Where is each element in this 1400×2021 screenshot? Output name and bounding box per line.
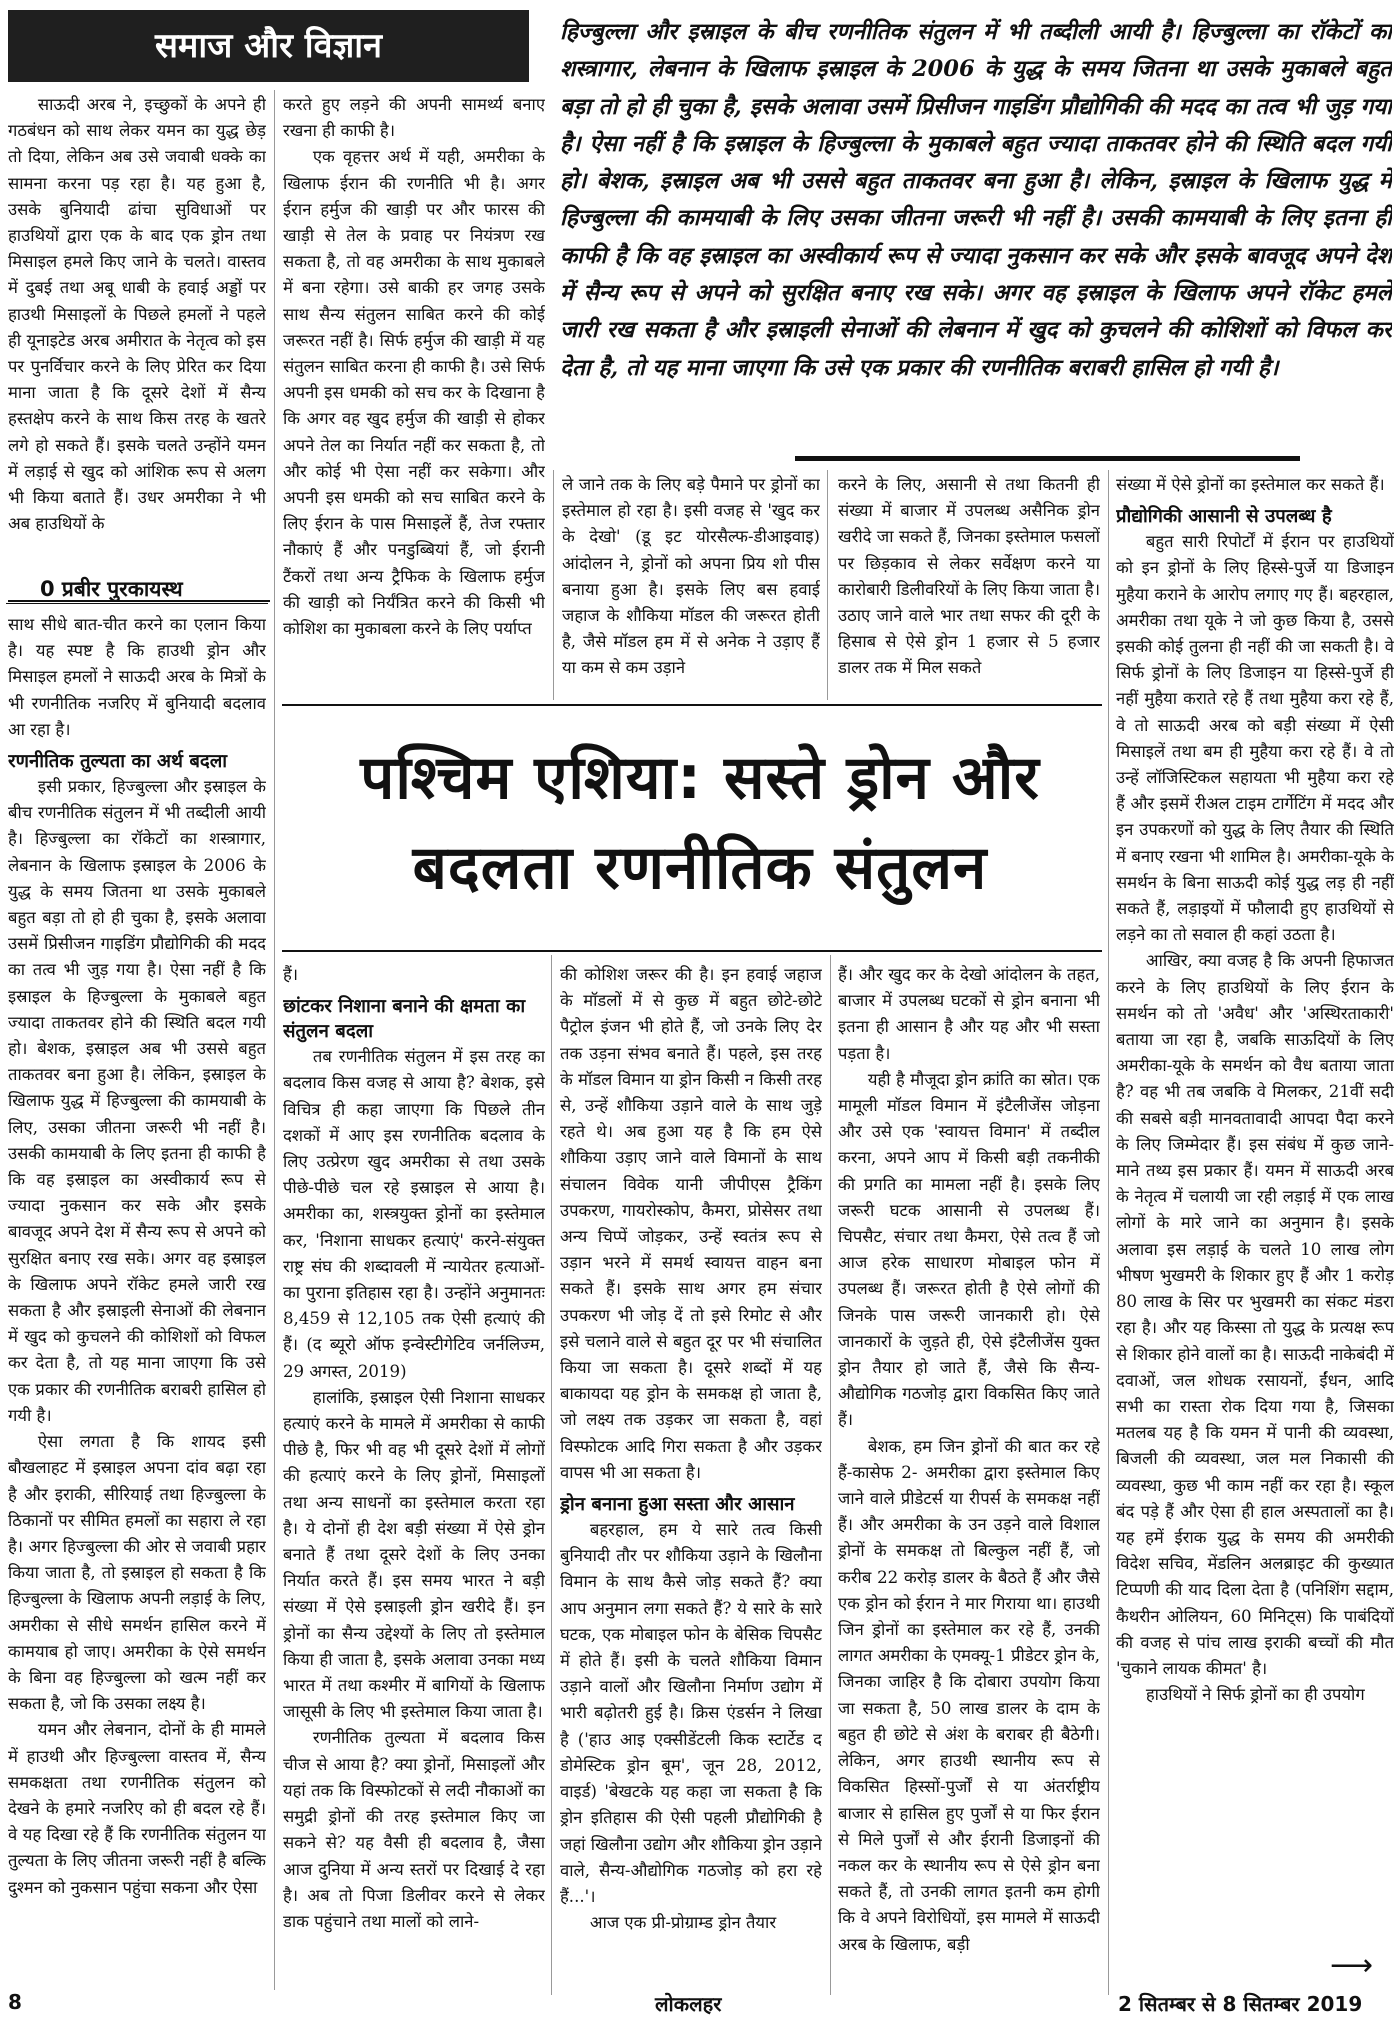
column-7 xyxy=(1116,472,1394,1952)
byline: 0 प्रबीर पुरकायस्थ xyxy=(40,577,183,601)
paragraph: इसी प्रकार, हिज्बुल्ला और इस्राइल के बीच रणनीतिक संतुलन में भी तब्दीली आयी है। हिज्बुल्ला का रॉकेटों का शस्त्रागार, लेबनान के खिलाफ इस्राइल के 2006 के युद्ध के समय जितना था उसके मुकाबले बहुत बड़ा तो हो ही चुका है, इसके अलावा उसमें प्रिसीजन गाइडिंग प्रौद्योगिकी की मदद का तत्व भी जुड़ गया है। ऐसा नहीं है कि इस्राइल के हिज्बुल्ला के मुकाबले बहुत ज्यादा ताकतवर होने की स्थिति बदल गयी हो। बेशक, इस्राइल अब भी उससे बहुत ताकतवर बना हुआ है। लेकिन, इस्राइल के खिलाफ युद्ध में हिज्बुल्ला की कामयाबी के लिए, उसका जीतना जरूरी भी नहीं है। उसकी कामयाबी के लिए इतना ही काफी है कि वह इस्राइल का अस्वीकार्य रूप से ज्यादा नुकसान कर सके और इसके बावजूद अपने देश में सैन्य रूप से अपने को सुरक्षित बनाए रख सके। अगर वह इस्राइल के खिलाफ अपने रॉकेट हमले जारी रख सकता है और इस्राइली सेनाओं की लेबनान में खुद को कुचलने की कोशिशों को विफल कर देता है, तो यह माना जाएगा कि उसे एक प्रकार की रणनीतिक बराबरी हासिल हो गयी है। xyxy=(8,777,266,1425)
paragraph: साथ सीधे बात-चीत करने का एलान किया है। यह स्पष्ट है कि हाउथी ड्रोन और मिसाइल हमलों ने साऊदी अरब के मित्रों के भी रणनीतिक नजरिए में बुनियादी बदलाव आ रहा है। xyxy=(8,615,266,739)
col-divider-3 xyxy=(827,470,828,700)
newspaper-name: लोकलहर xyxy=(655,1992,722,2016)
paragraph: करते हुए लड़ने की अपनी सामर्थ्य बनाए रखना ही काफी है। xyxy=(283,95,545,141)
subhead: रणनीतिक तुल्यता का अर्थ बदला xyxy=(8,751,228,773)
column-6 xyxy=(560,962,822,1997)
col-divider-left xyxy=(553,470,554,700)
rule-above-headline xyxy=(282,704,1102,706)
paragraph: बहुत सारी रिपोर्टों में ईरान पर हाउथियों को इन ड्रोनों के लिए हिस्से-पुर्जे या डिजाइन मुहैया कराने के आरोप लगाए गए हैं। बहरहाल, अमरीका तथा यूके ने जो कुछ किया है, उससे इसकी कोई तुलना ही नहीं की जा सकती है। वे सिर्फ ड्रोनों के लिए डिजाइन या हिस्से-पुर्जे ही नहीं मुहैया कराते रहे हैं तथा मुहैया करा रहे हैं, वे तो साऊदी अरब को बड़ी संख्या में ऐसी मिसाइलें तथा बम ही मुहैया करा रहे हैं। वे तो उन्हें लॉजिस्टिकल सहायता भी मुहैया करा रहे हैं और इसमें रीअल टाइम टार्गेटिंग में मदद और इन उपकरणों को युद्ध के लिए तैयार की स्थिति में बनाए रखना भी शामिल है। अमरीका-यूके के समर्थन के बिना साऊदी कोई युद्ध लड़ ही नहीं सकते हैं, लड़ाइयों में फौलादी हुए हाउथियों से लड़ने का तो सवाल ही कहां उठता है। xyxy=(1116,532,1394,945)
paragraph: साऊदी अरब ने, इच्छुकों के अपने ही गठबंधन को साथ लेकर यमन का युद्ध छेड़ तो दिया, लेकिन अब उसे जवाबी धक्के का सामना करना पड़ रहा है। यह हुआ है, उसके बुनियादी ढांचा सुविधाओं पर हाउथियों द्वारा एक के बाद एक ड्रोन तथा मिसाइल हमले किए जाने के चलते। वास्तव में दुबई तथा अबू धाबी के हवाई अड्डों पर हाउथी मिसाइलों के पिछले हमलों ने पहले ही यूनाइटेड अरब अमीरात के नेतृत्व को इस पर पुनर्विचार करने के लिए प्रेरित कर दिया माना जाता है कि दूसरे देशों में सैन्य हस्तक्षेप करने के साथ किस तरह के खतरे लगे हो सकते हैं। इसके चलते उन्होंने यमन में लड़ाई से खुद को आंशिक रूप से अलग भी किया बताते हैं। उधर अमरीका ने भी अब हाउथियों के xyxy=(8,95,266,534)
paragraph: हाउथियों ने सिर्फ ड्रोनों का ही उपयोग xyxy=(1145,1685,1365,1705)
column-4 xyxy=(838,472,1100,692)
paragraph: करने के लिए, असानी से तथा कितनी ही संख्या में बाजार में उपलब्ध असैनिक ड्रोन खरीदे जा सकते हैं, जिनका इस्तेमाल फसलों पर छिड़काव से लेकर सर्वेक्षण करने या कारोबारी डिलीवरियों के लिए किया जाता है। उठाए जाने वाले भार तथा सफर की दूरी के हिसाब से ऐसे ड्रोन 1 हजार से 5 हजार डालर तक में मिल सकते xyxy=(838,475,1100,678)
headline-line-1: पश्चिम एशिया: सस्ते ड्रोन और xyxy=(360,743,1040,813)
continue-arrow-icon: ⟶ xyxy=(1330,1948,1374,1983)
paragraph: आखिर, क्या वजह है कि अपनी हिफाजत करने के लिए हाउथियों के लिए ईरान के समर्थन को तो 'अवैध' और 'अस्थिरताकारी' बताया जा रहा है, जबकि साऊदियों के लिए अमरीका-यूके के समर्थन को वैध बताया जाता है? वह भी तब जबकि वे मिलकर, 21वीं सदी की सबसे बड़ी मानवतावादी आपदा पैदा करने के लिए जिम्मेदार हैं। इस संबंध में कुछ जाने-माने तथ्य इस प्रकार हैं। यमन में साऊदी अरब के नेतृत्व में चलायी जा रही लड़ाई में एक लाख लोगों के मारे जाने का अनुमान है। इसके अलावा इस लड़ाई के चलते 10 लाख लोग भीषण भुखमरी के शिकार हुए हैं और 1 करोड़ 80 लाख के सिर पर भुखमरी का संकट मंडरा रहा है। और यह किस्सा तो युद्ध के प्रत्यक्ष रूप से शिकार होने वालों का है। साऊदी नाकेबंदी में दवाओं, जल शोधक रसायनों, ईंधन, आदि सभी का रास्ता रोक दिया गया है, जिसका मतलब यह है कि यमन में पानी की व्यवस्था, बिजली की व्यवस्था, जल मल निकासी की व्यवस्था, कुछ भी काम नहीं कर रहा है। स्कूल बंद पड़े हैं और ऐसा ही हाल अस्पतालों का है। यह हमें ईराक युद्ध के समय की अमरीकी विदेश सचिव, मेंडलिन अलब्राइट की कुख्यात टिप्पणी की याद दिला देता है (पनिशिंग सद्दाम, कैथरीन ओलियन, 60 मिनिट्स) कि पाबंदियों की वजह से पांच लाख इराकी बच्चों की मौत 'चुकाने लायक कीमत' है। xyxy=(1116,951,1394,1678)
headline-line-2: बदलता रणनीतिक संतुलन xyxy=(412,833,988,903)
paragraph: ऐसा लगता है कि शायद इसी बौखलाहट में इस्राइल अपना दांव बढ़ा रहा है और इराकी, सीरियाई तथा हिज्बुल्ला के ठिकानों पर सीमित हमलों का सहारा ले रहा है। अगर हिज्बुल्ला की ओर से जवाबी प्रहार किया जाता है, तो इस्राइल हो सकता है कि हिज्बुल्ला के खिलाफ अपनी लड़ाई के लिए, अमरीका से सीधे समर्थन हासिल करने में कामयाब हो जाए। अमरीका के ऐसे समर्थन के बिना वह हिज्बुल्ला को खत्म नहीं कर सकता है, जो कि उसका लक्ष्य है। xyxy=(8,1432,266,1714)
col-divider-5 xyxy=(1108,470,1109,1995)
paragraph: बेशक, हम जिन ड्रोनों की बात कर रहे हैं-कासेफ 2- अमरीका द्वारा इस्तेमाल किए जाने वाले प्रीडेटर्स या रीपर्स के समकक्ष नहीं हैं। और अमरीका के उन उड़ने वाले विशाल ड्रोनों के समकक्ष तो बिल्कुल नहीं हैं, जो करीब 22 करोड़ डालर के बैठते हैं और जैसे एक ड्रोन को ईरान ने मार गिराया था। हाउथी जिन ड्रोनों का इस्तेमाल कर रहे हैं, उनकी लागत अमरीका के एमक्यू-1 प्रीडेटर ड्रोन के, जिनका जाहिर है कि दोबारा उपयोग किया जा सकता है, 50 लाख डालर के दाम के बहुत ही छोटे से अंश के बराबर ही बैठेगी। लेकिन, अगर हाउथी स्थानीय रूप से विकसित हिस्सों-पुर्जों से या अंतर्राष्ट्रीय बाजार से हासिल हुए पुर्जों से या फिर ईरान से मिले पुर्जों से और ईरानी डिजाइनों की नकल कर के स्थानीय रूप से ऐसे ड्रोन बना सकते हैं, तो उनकी लागत इतनी कम होगी कि वे अपने विरोधियों, इस मामले में साऊदी अरब के खिलाफ, बड़ी xyxy=(838,1436,1100,1954)
column-7a xyxy=(838,962,1100,1997)
paragraph: रणनीतिक तुल्यता में बदलाव किस चीज से आया है? क्या ड्रोनों, मिसाइलों और यहां तक कि विस्फोटकों से लदी नौकाओं का समुद्री ड्रोनों की तरह इस्तेमाल किए जा सकने से? यह वैसी ही बदलाव है, जैसा आज दुनिया में अन्य स्तरों पर दिखाई दे रहा है। अब तो पिजा डिलीवर करने से लेकर डाक पहुंचाने तथा मालों को लाने- xyxy=(283,1728,545,1931)
paragraph: संख्या में ऐसे ड्रोनों का इस्तेमाल कर सकते हैं। xyxy=(1116,475,1385,494)
paragraph: तब रणनीतिक संतुलन में इस तरह का बदलाव किस वजह से आया है? बेशक, इसे विचित्र ही कहा जाएगा कि पिछले तीन दशकों में आए इस रणनीतिक बदलाव के लिए उत्प्रेरण खुद अमरीका से तथा उसके पीछे-पीछे चल रहे इस्राइल से आया है। अमरीका का, शस्त्रयुक्त ड्रोनों का इस्तेमाल कर, 'निशाना साधकर हत्याएं' करने-संयुक्त राष्ट्र संघ की शब्दावली में न्यायेतर हत्याओं-का पुराना इतिहास रहा है। उन्होंने अनुमानतः 8,459 से 12,105 तक ऐसी हत्याएं की हैं। (द ब्यूरो ऑफ इन्वेस्टीगेटिव जर्नलिज्म, 29 अगस्त, 2019) xyxy=(283,1047,545,1381)
rule-under-byline-right xyxy=(6,603,268,604)
col-divider-2 xyxy=(551,955,552,1995)
column-1-top xyxy=(8,92,266,562)
column-1-bottom xyxy=(8,612,266,1997)
paragraph: हालांकि, इस्राइल ऐसी निशाना साधकर हत्याएं करने के मामले में अमरीका से काफी पीछे है, फिर भी वह भी दूसरे देशों में लोगों की हत्याएं करने के लिए ड्रोनों, मिसाइलों तथा अन्य साधनों का इस्तेमाल करता रहा है। ये दोनों ही देश बड़ी संख्या में ऐसे ड्रोन बनाते हैं तथा दूसरे देशों के लिए उनका निर्यात करते हैं। इस समय भारत ने बड़ी संख्या में ऐसे इस्राइली ड्रोन खरीदे हैं। इन ड्रोनों का सैन्य उद्देश्यों के लिए तो इस्तेमाल किया ही जाता है, इसके अलावा उनका मध्य भारत में तथा कश्मीर में बागियों के खिलाफ जासूसी के लिए भी इस्तेमाल किया जाता है। xyxy=(283,1387,545,1722)
paragraph: ले जाने तक के लिए बड़े पैमाने पर ड्रोनों का इस्तेमाल हो रहा है। इसी वजह से 'खुद कर के देखो' (डू इट योरसैल्फ-डीआइवाइ) आंदोलन ने, ड्रोनों को अपना प्रिय शो पीस बनाया हुआ है। इसके लिए बस हवाई जहाज के शौकिया मॉडल की जरूरत होती है, जैसे मॉडल हम में से अनेक ने उड़ाए हैं या कम से कम उड़ाने xyxy=(562,475,820,678)
section-title: समाज और विज्ञान xyxy=(155,26,382,66)
column-2 xyxy=(283,92,545,692)
col-divider-4 xyxy=(830,955,831,1995)
paragraph: एक वृहत्तर अर्थ में यही, अमरीका के खिलाफ ईरान की रणनीति भी है। अगर ईरान हर्मुज की खाड़ी पर और फारस की खाड़ी से तेल के प्रवाह पर नियंत्रण रख सकता है, तो वह अमरीका के साथ मुकाबले में बना रहेगा। उसे बाकी हर जगह उसके साथ सैन्य संतुलन साबित करने की कोई जरूरत नहीं है। सिर्फ हर्मुज की खाड़ी में यह संतुलन साबित करना ही काफी है। उसे सिर्फ अपनी इस धमकी को सच कर के दिखाना है कि अगर वह खुद हर्मुज की खाड़ी से होकर अपने तेल का निर्यात नहीं कर सकता है, तो और कोई भी ऐसा नहीं कर सकेगा। और अपनी इस धमकी को सच साबित करने के लिए ईरान के पास मिसाइलें हैं, तेज रफ्तार नौकाएं हैं और पनडुब्बियां हैं, जो ईरानी टैंकरों तथा अन्य ट्रैफिक के खिलाफ हर्मुज की खाड़ी को निर्यंत्रित करने की किसी भी कोशिश का मुकाबला करने के लिए पर्याप्त xyxy=(283,147,545,639)
page-number: 8 xyxy=(8,1990,22,2014)
paragraph: की कोशिश जरूर की है। इन हवाई जहाज के मॉडलों में से कुछ में बहुत छोटे-छोटे पैट्रोल इंजन भी होते हैं, जो उनके लिए देर तक उड़ना संभव बनाते हैं। पहले, इस तरह के मॉडल विमान या ड्रोन किसी न किसी तरह से, उन्हें शौकिया उड़ाने वाले के साथ जुड़े रहते थे। अब हुआ यह है कि हम ऐसे शौकिया उड़ाए जाने वाले विमानों के साथ संचालन विवेक यानी जीपीएस ट्रैकिंग उपकरण, गायरोस्कोप, कैमरा, प्रोसेसर तथा अन्य चिप्पें जोड़कर, उन्हें स्वतंत्र रूप से उड़ान भरने में समर्थ स्वायत्त वाहन बना सकते हैं। इसके साथ अगर हम संचार उपकरण भी जोड़ दें तो इसे रिमोट से और इसे चलाने वाले से बहुत दूर पर भी संचालित किया जा सकता है। दूसरे शब्दों में यह बाकायदा यह ड्रोन के समकक्ष हो जाता है, जो लक्ष्य तक उड़कर जा सकता है, वहां विस्फोटक आदि गिरा सकता है और उड़कर वापस भी आ सकता है। xyxy=(560,965,822,1482)
column-5 xyxy=(283,962,545,1997)
subhead: प्रौद्योगिकी आसानी से उपलब्ध है xyxy=(1116,506,1332,528)
paragraph: आज एक प्री-प्रोग्राम्ड ड्रोन तैयार xyxy=(589,1913,777,1933)
paragraph: हैं। और खुद कर के देखो आंदोलन के तहत, बाजार में उपलब्ध घटकों से ड्रोन बनाना भी इतना ही आसान है और यह और भी सस्ता पड़ता है। xyxy=(838,965,1100,1063)
pullquote: हिज्बुल्ला और इस्राइल के बीच रणनीतिक संतुलन में भी तब्दीली आयी है। हिज्बुल्ला का रॉकेटों का शस्त्रागार, लेबनान के खिलाफ इस्राइल के 2006 के युद्ध के समय जितना था उसके मुकाबले बहुत बड़ा तो हो ही चुका है, इसके अलावा उसमें प्रिसीजन गाइडिंग प्रौद्योगिकी की मदद का तत्व भी जुड़ गया है। ऐसा नहीं है कि इस्राइल के हिज्बुल्ला के मुकाबले बहुत ज्यादा ताकतवर होने की स्थिति बदल गयी हो। बेशक, इस्राइल अब भी उससे बहुत ताकतवर बना हुआ है। लेकिन, इस्राइल के खिलाफ युद्ध में हिज्बुल्ला की कामयाबी के लिए उसका जीतना जरूरी भी नहीं है। उसकी कामयाबी के लिए इतना ही काफी है कि वह इस्राइल का अस्वीकार्य रूप से ज्यादा नुकसान कर सके और इसके बावजूद अपने देश में सैन्य रूप से अपने को सुरक्षित बनाए रख सके। अगर वह इस्राइल के खिलाफ अपने रॉकेट हमले जारी रख सकता है और इस्राइली सेनाओं की लेबनान में खुद को कुचलने की कोशिशों को विफल कर देता है, तो यह माना जाएगा कि उसे एक प्रकार की रणनीतिक बराबरी हासिल हो गयी है। xyxy=(560,19,1392,381)
rule-below-headline xyxy=(282,950,1102,952)
paragraph: यही है मौजूदा ड्रोन क्रांति का स्रोत। एक मामूली मॉडल विमान में इंटैलीजेंस जोड़ना और उसे एक 'स्वायत्त विमान' में तब्दील करना, अपने आप में किसी बड़ी तकनीकी की प्रगति का मामला नहीं है। इसके लिए जरूरी घटक आसानी से उपलब्ध हैं। चिपसैट, संचार तथा कैमरा, ऐसे तत्व हैं जो आज हरेक साधारण मोबाइल फोन में उपलब्ध हैं। जरूरत होती है ऐसे लोगों की जिनके पास जरूरी जानकारी हो। ऐसे जानकारों के जुड़ते ही, ऐसे इंटैलीजेंस युक्त ड्रोन तैयार हो जाते हैं, जैसे कि सैन्य-औद्योगिक गठजोड़ द्वारा विकसित किए जाते हैं। xyxy=(838,1069,1100,1430)
col-divider-1 xyxy=(274,90,275,1990)
headline xyxy=(285,733,1115,913)
issue-date: 2 सितम्बर से 8 सितम्बर 2019 xyxy=(1118,1992,1363,2016)
subhead: ड्रोन बनाना हुआ सस्ता और आसान xyxy=(560,1494,795,1516)
column-3 xyxy=(562,472,820,692)
paragraph: बहरहाल, हम ये सारे तत्व किसी बुनियादी तौर पर शौकिया उड़ाने के खिलौना विमान के साथ कैसे जोड़ सकते हैं? क्या आप अनुमान लगा सकते हैं? ये सारे के सारे घटक, एक मोबाइल फोन के बेसिक चिपसैट में होते हैं। इसी के चलते शौकिया विमान उड़ाने वालों और खिलौना निर्माण उद्योग में भारी बढ़ोतरी हुई है। क्रिस एंडर्सन ने लिखा है ('हाउ आइ एक्सीडेंटली किक स्टार्टेड द डोमेस्टिक ड्रोन बूम', जून 28, 2012, वाइर्ड) 'बेखटके यह कहा जा सकता है कि ड्रोन इतिहास की ऐसी पहली प्रौद्योगिकी है जहां खिलौना उद्योग और शौकिया ड्रोन उड़ाने वाले, सैन्य-औद्योगिक गठजोड़ को हरा रहे हैं...'। xyxy=(560,1520,822,1906)
subhead: छांटकर निशाना बनाने की क्षमता का संतुलन बदला xyxy=(283,996,526,1043)
paragraph: यमन और लेबनान, दोनों के ही मामले में हाउथी और हिज्बुल्ला वास्तव में, सैन्य समकक्षता तथा रणनीतिक संतुलन को देखने के हमारे नजरिए को ही बदल रहे हैं। वे यह दिखा रहे हैं कि रणनीतिक संतुलन या तुल्यता के लिए जीतना जरूरी नहीं है बल्कि दुश्मन को नुकसान पहुंचा सकना और ऐसा xyxy=(8,1720,266,1897)
rule-under-pullquote xyxy=(795,456,1300,461)
paragraph: हैं। xyxy=(283,965,299,984)
